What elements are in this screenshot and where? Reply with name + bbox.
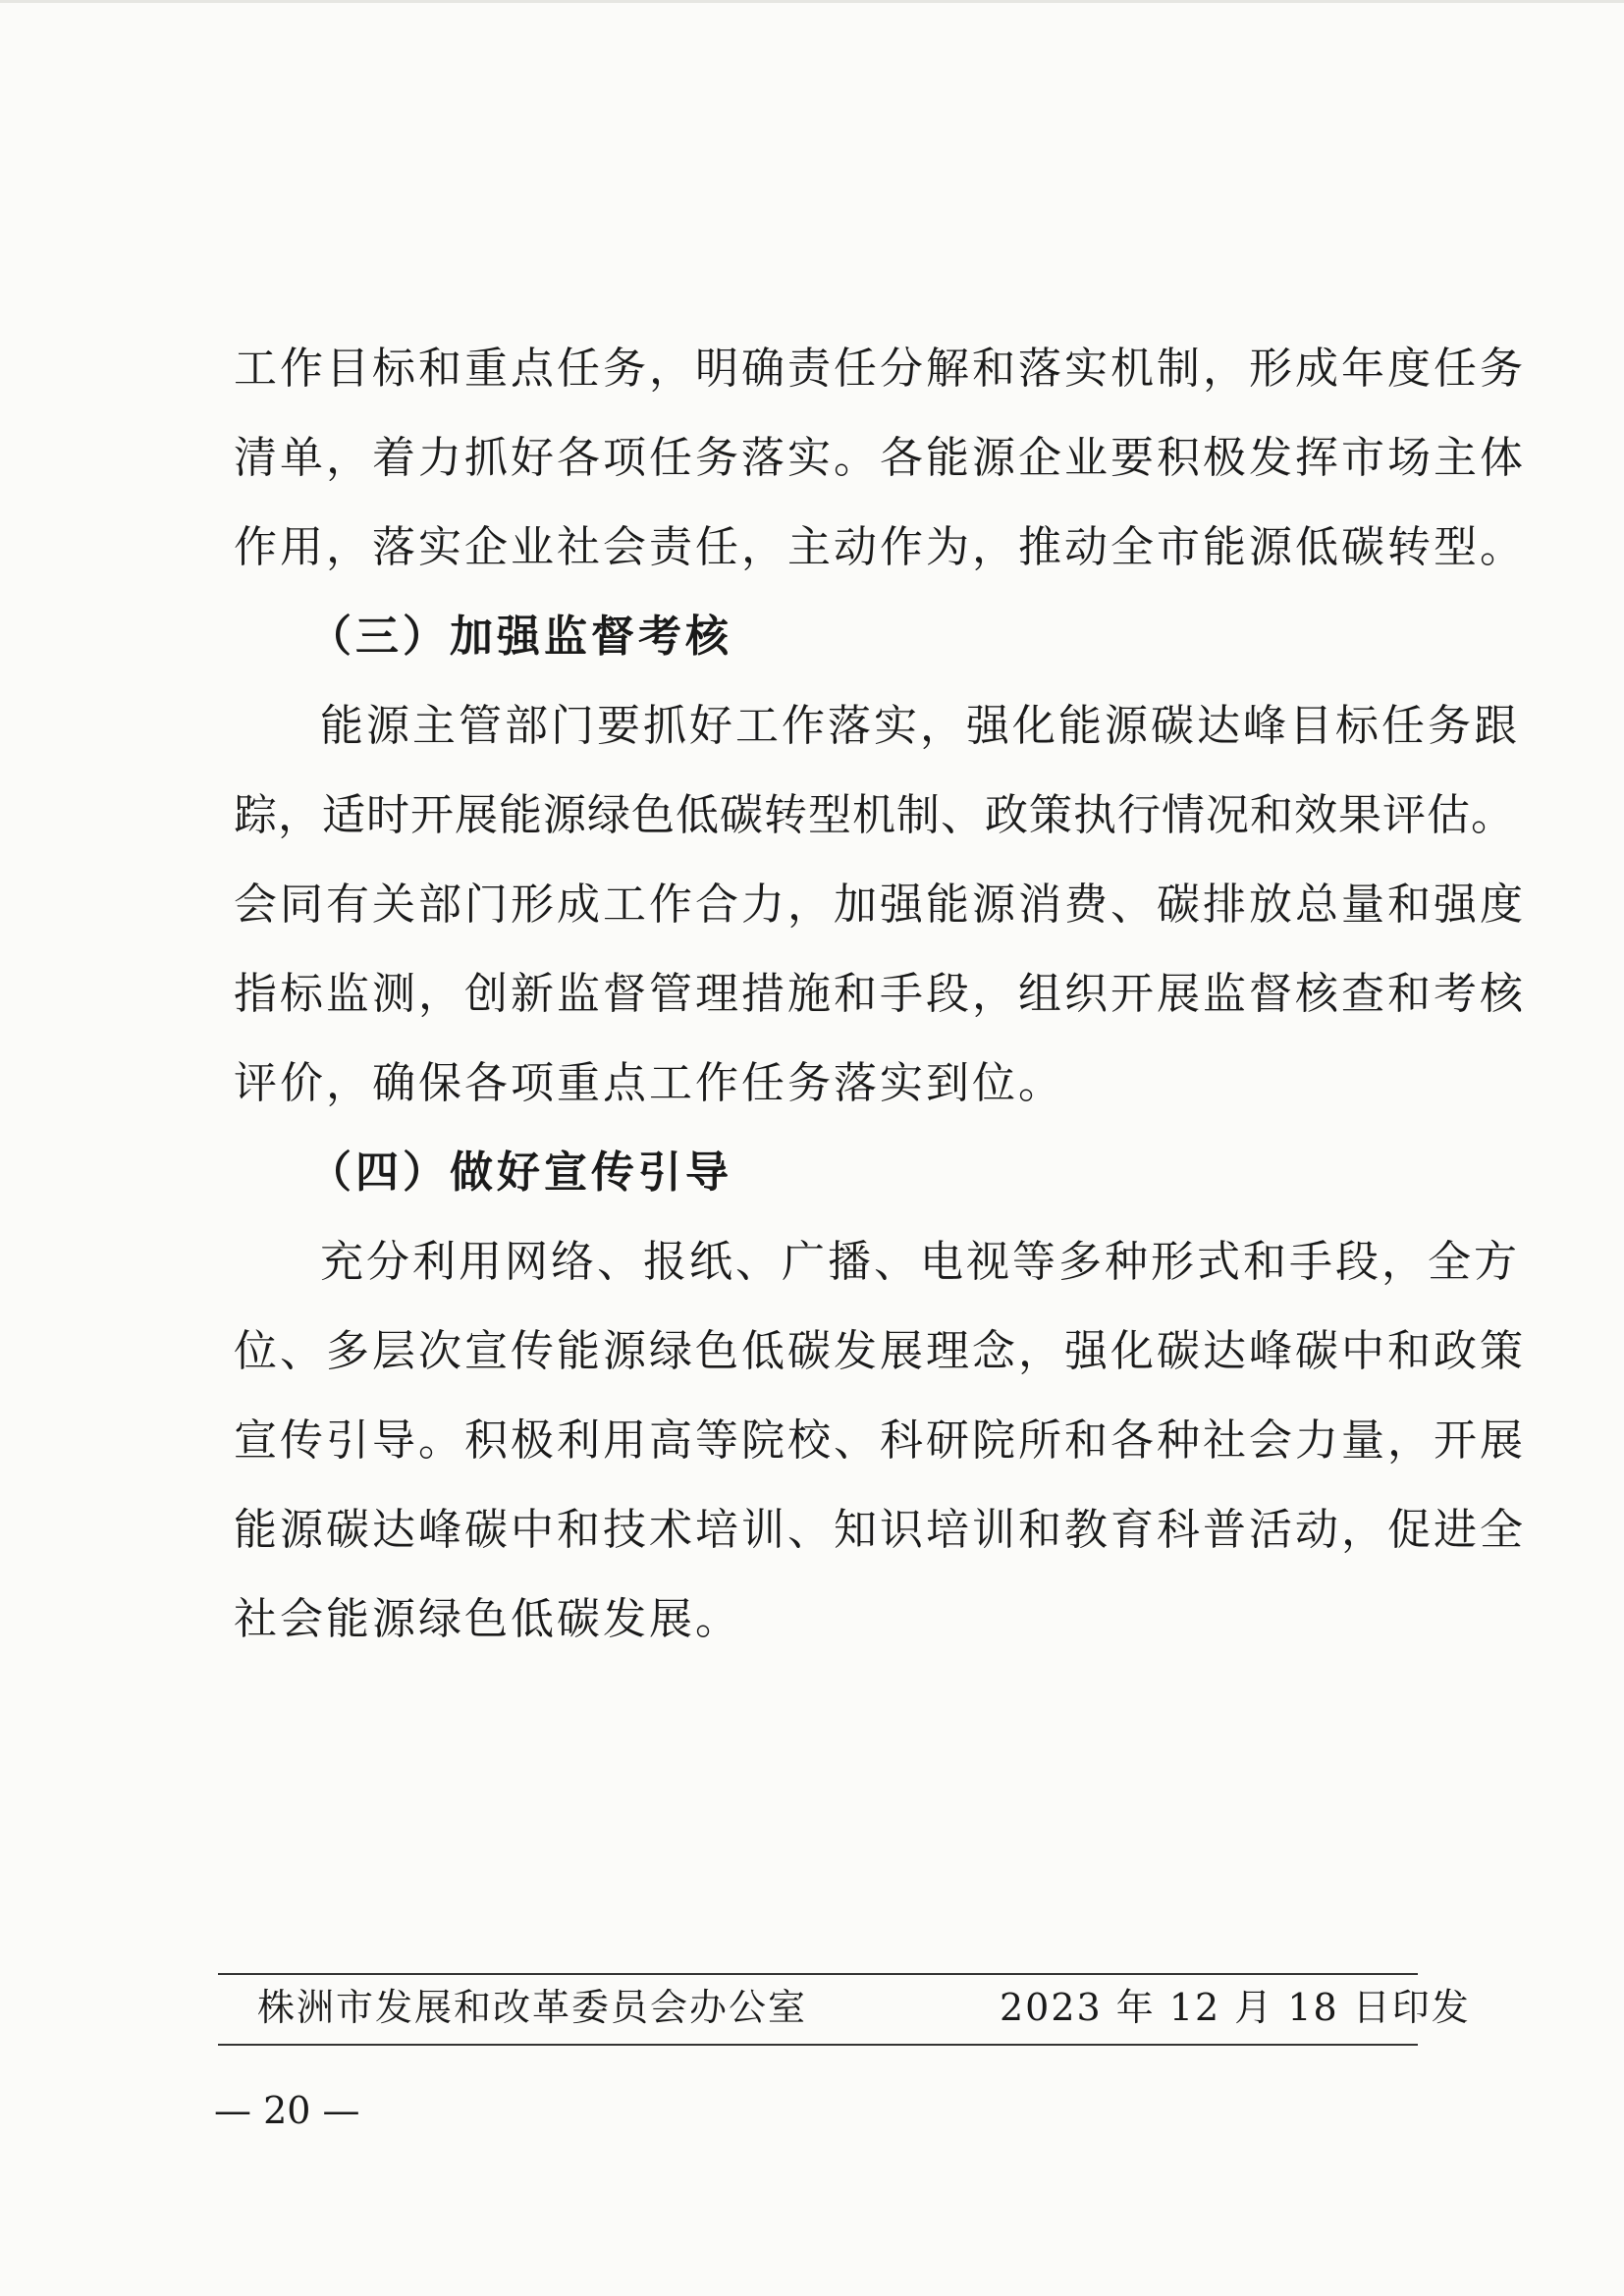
paragraph-line: 踪，适时开展能源绿色低碳转型机制、政策执行情况和效果评估。 [234, 790, 1515, 840]
paragraph-line: 位、多层次宣传能源绿色低碳发展理念，强化碳达峰碳中和政策 [234, 1326, 1526, 1376]
footer-bottom-rule [218, 2044, 1418, 2046]
issue-date: 2023 年 12 月 18 日印发 [1000, 1986, 1471, 2029]
footer-top-rule [218, 1973, 1418, 1975]
paragraph-line: 工作目标和重点任务，明确责任分解和落实机制，形成年度任务 [234, 344, 1526, 394]
paragraph-line: 充分利用网络、报纸、广播、电视等多种形式和手段，全方 [320, 1237, 1520, 1287]
paragraph-line: 作用，落实企业社会责任，主动作为，推动全市能源低碳转型。 [234, 522, 1526, 572]
paragraph-line: 能源主管部门要抓好工作落实，强化能源碳达峰目标任务跟 [320, 701, 1520, 751]
section-heading-3: （三）加强监督考核 [308, 612, 732, 662]
paragraph-line: 宣传引导。积极利用高等院校、科研院所和各种社会力量，开展 [234, 1415, 1526, 1466]
paragraph-line: 指标监测，创新监督管理措施和手段，组织开展监督核查和考核 [234, 969, 1526, 1019]
paragraph-line: 评价，确保各项重点工作任务落实到位。 [234, 1058, 1064, 1108]
issuer-name: 株洲市发展和改革委员会办公室 [257, 1986, 808, 2029]
paragraph-line: 社会能源绿色低碳发展。 [234, 1594, 741, 1644]
body-text [234, 324, 1526, 1664]
paragraph-line: 能源碳达峰碳中和技术培训、知识培训和教育科普活动，促进全 [234, 1505, 1526, 1555]
paragraph-line: 会同有关部门形成工作合力，加强能源消费、碳排放总量和强度 [234, 880, 1526, 930]
page-number: — 20 — [214, 2089, 360, 2132]
paragraph-line: 清单，着力抓好各项任务落实。各能源企业要积极发挥市场主体 [234, 433, 1526, 483]
section-heading-4: （四）做好宣传引导 [308, 1148, 732, 1198]
